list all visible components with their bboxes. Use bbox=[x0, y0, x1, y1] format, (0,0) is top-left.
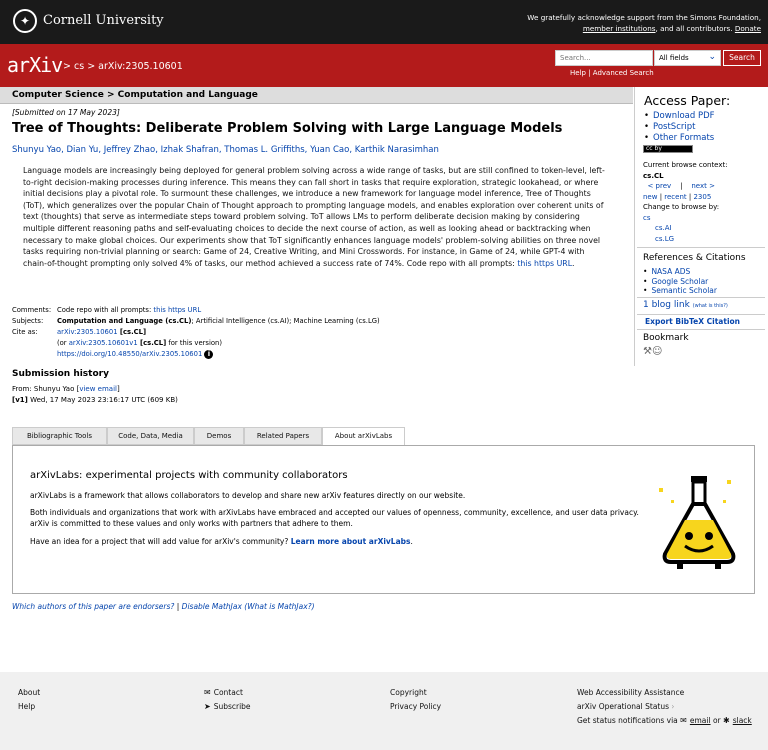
semantic-scholar-link[interactable]: Semantic Scholar bbox=[651, 286, 717, 295]
history-from: From: Shunyu Yao [ bbox=[12, 385, 80, 393]
envelope-icon: ✉ bbox=[204, 688, 211, 697]
cornell-university-link[interactable]: Cornell University bbox=[43, 13, 164, 28]
other-subjects: ; Artificial Intelligence (cs.AI); Machine Learning (cs.LG) bbox=[191, 317, 380, 325]
labs-paragraph: arXivLabs is a framework that allows collaborators to develop and share new arXiv features directly on our website. bbox=[30, 491, 466, 500]
arxiv-logo[interactable] bbox=[7, 53, 62, 77]
search-field-select[interactable] bbox=[654, 50, 721, 66]
labs-title: arXivLabs: experimental projects with community collaborators bbox=[30, 470, 348, 481]
tab-about-arxivlabs[interactable]: About arXivLabs bbox=[322, 427, 405, 446]
access-paper-title: Access Paper: bbox=[644, 93, 731, 108]
abstract bbox=[23, 165, 610, 269]
crumb-paper-id: arXiv:2305.10601 bbox=[98, 61, 183, 72]
tab-bibliographic-tools[interactable]: Bibliographic Tools bbox=[12, 427, 107, 445]
download-pdf-link[interactable]: Download PDF bbox=[653, 111, 715, 121]
field-select-value: All fields bbox=[659, 54, 689, 62]
author-link[interactable]: Yuan Cao bbox=[310, 145, 350, 155]
notify-email-link[interactable]: email bbox=[689, 716, 711, 725]
access-list bbox=[644, 111, 715, 144]
view-email-link[interactable]: view email bbox=[79, 385, 117, 393]
history-from-end: ] bbox=[116, 385, 120, 393]
crumb-sep: > bbox=[63, 61, 74, 72]
footer-privacy-link[interactable]: Privacy Policy bbox=[390, 702, 442, 711]
abstract-code-link[interactable]: this https URL bbox=[517, 258, 573, 268]
search-button[interactable]: Search bbox=[723, 50, 761, 66]
submission-history-title: Submission history bbox=[12, 369, 109, 379]
help-link[interactable]: Help bbox=[570, 69, 586, 77]
export-bibtex-link[interactable]: Export BibTeX Citation bbox=[645, 317, 741, 326]
arxiv-header bbox=[0, 44, 768, 87]
cite-or: (or bbox=[57, 339, 69, 347]
cite-v1-category: [cs.CL] bbox=[137, 339, 167, 347]
submitted-date: [Submitted on 17 May 2023] bbox=[12, 108, 120, 117]
browse-context: Current browse context: cs.CL < prev | next > new | recent | 2305 Change to browse by: cs cs.AI cs.LG bbox=[643, 161, 728, 243]
info-icon[interactable]: i bbox=[204, 350, 213, 359]
member-institutions-link[interactable]: member institutions bbox=[582, 24, 656, 33]
reddit-icon[interactable]: ☺ bbox=[651, 346, 663, 357]
support-mid: , and all contributors. bbox=[655, 24, 733, 33]
browse-context-value: cs.CL bbox=[643, 171, 664, 180]
cornell-topbar bbox=[0, 0, 768, 44]
footer-about-link[interactable]: About bbox=[18, 688, 41, 697]
slack-icon: ✱ bbox=[723, 716, 730, 725]
envelope-icon: ✉ bbox=[680, 716, 687, 725]
learn-more-labs-link[interactable]: Learn more about arXivLabs bbox=[290, 537, 411, 546]
browse-cs-link[interactable]: cs bbox=[643, 213, 651, 222]
browse-context-label: Current browse context: bbox=[643, 161, 728, 169]
endorsers-link[interactable]: Which authors of this paper are endorsers? bbox=[12, 602, 175, 611]
author-link[interactable]: Jeffrey Zhao bbox=[103, 145, 156, 155]
author-link[interactable]: Izhak Shafran bbox=[160, 145, 219, 155]
chevron-down-icon: ⌄ bbox=[708, 52, 716, 62]
change-browse-label: Change to browse by: bbox=[643, 203, 720, 211]
references-title: References & Citations bbox=[643, 253, 746, 263]
chevron-right-icon: › bbox=[671, 702, 675, 711]
breadcrumb bbox=[63, 61, 183, 72]
crumb-sep: > bbox=[84, 61, 99, 72]
comments-label: Comments: bbox=[12, 306, 52, 314]
endorsers-sep: | bbox=[174, 602, 182, 611]
browse-cs-lg-link[interactable]: cs.LG bbox=[655, 234, 675, 243]
other-formats-link[interactable]: Other Formats bbox=[653, 133, 715, 143]
search-input[interactable] bbox=[555, 50, 653, 66]
advanced-search-link[interactable]: Advanced Search bbox=[592, 69, 654, 77]
date-link[interactable]: 2305 bbox=[693, 192, 712, 201]
nasa-ads-link[interactable]: NASA ADS bbox=[651, 267, 691, 276]
divider bbox=[637, 329, 765, 330]
version-text: Wed, 17 May 2023 23:16:17 UTC (609 KB) bbox=[27, 396, 178, 404]
postscript-link[interactable]: PostScript bbox=[653, 122, 696, 132]
endorsers-line bbox=[12, 602, 315, 611]
author-link[interactable]: Shunyu Yao bbox=[12, 145, 62, 155]
primary-subject: Computation and Language (cs.CL) bbox=[57, 317, 192, 325]
notify-or: or bbox=[710, 716, 724, 725]
labs-p3-end: . bbox=[410, 537, 413, 546]
blog-link[interactable]: 1 blog link bbox=[643, 300, 690, 310]
footer bbox=[0, 672, 768, 750]
help-links bbox=[570, 69, 654, 77]
paper-title: Tree of Thoughts: Deliberate Problem Solving with Large Language Models bbox=[12, 121, 563, 136]
cite-label: Cite as: bbox=[12, 328, 38, 336]
author-link[interactable]: Thomas L. Griffiths bbox=[224, 145, 305, 155]
version-label: [v1] bbox=[12, 396, 28, 404]
labs-paragraph: Both individuals and organizations that work with arXivLabs have embraced and accepted our values of openness, community, excellence, and user data privacy. arXiv is committed to these values and only works with partners that adhere to them. bbox=[30, 508, 639, 528]
bibsonomy-icon[interactable]: ⚒ bbox=[643, 346, 652, 357]
abstract-text: Language models are increasingly being deployed for general problem solving across a wide range of tasks, but are still confined to token-level, left-to-right decision-making processes during inference. This means they can fall short in tasks that require exploration, strategic lookahead, or where initial decisions play a pivotal role. To surmount these challenges, we introduce a new framework for language model inference, Tree of Thoughts (ToT), which generalizes over the popular Chain of Thought approach to prompting language models, and enables exploration over coherent units of text (thoughts) that serve as intermediate steps toward problem solving. ToT allows LMs to perform deliberate decision making by considering multiple different reasoning paths and self-evaluating choices to decide the next course of action, as well as looking ahead or backtracking when necessary to make global choices. Our experiments show that ToT significantly enhances language models' problem-solving abilities on three novel tasks requiring non-trivial planning or search: Game of 24, Creative Writing, and Mini Crosswords. For instance, in Game of 24, while GPT-4 with chain-of-thought prompting only solved 4% of tasks, our method achieved a success rate of 74%. Code repo with all prompts: bbox=[23, 166, 605, 268]
notify-slack-link[interactable]: slack bbox=[732, 716, 752, 725]
license-text: cc by bbox=[646, 145, 662, 152]
prev-link[interactable]: < prev bbox=[647, 182, 672, 190]
footer-contact-link[interactable]: Contact bbox=[213, 688, 243, 697]
divider bbox=[637, 247, 765, 248]
labs-p3-text: Have an idea for a project that will add value for arXiv's community? bbox=[30, 537, 291, 546]
browse-cs-ai-link[interactable]: cs.AI bbox=[655, 224, 672, 232]
tab-demos[interactable]: Demos bbox=[194, 427, 244, 445]
footer-status-link[interactable]: arXiv Operational Status bbox=[577, 702, 670, 711]
cc-license-badge[interactable] bbox=[643, 145, 693, 153]
paper-plane-icon: ➤ bbox=[204, 702, 211, 711]
support-acknowledgement bbox=[527, 12, 761, 34]
bookmark-icons bbox=[643, 346, 662, 357]
arxiv-logo-text: arXiv bbox=[7, 53, 63, 77]
subject-heading: Computer Science > Computation and Language bbox=[12, 90, 258, 100]
recent-link[interactable]: recent bbox=[664, 192, 687, 201]
tab-related-papers[interactable]: Related Papers bbox=[244, 427, 322, 445]
labs-paragraph bbox=[30, 537, 650, 546]
google-scholar-link[interactable]: Google Scholar bbox=[651, 276, 709, 286]
tab-code-data-media[interactable]: Code, Data, Media bbox=[107, 427, 194, 445]
help-sep: | bbox=[585, 69, 593, 77]
abstract-end: . bbox=[572, 258, 575, 268]
crumb-cs-link[interactable]: cs bbox=[73, 61, 85, 72]
subjects-label: Subjects: bbox=[12, 317, 44, 325]
references-list bbox=[643, 267, 717, 296]
blog-what-link[interactable]: (what is this?) bbox=[692, 303, 728, 309]
disable-mathjax-link[interactable]: Disable MathJax bbox=[181, 602, 242, 611]
notify-label: Get status notifications via bbox=[577, 716, 678, 725]
next-link[interactable]: next > bbox=[691, 182, 715, 190]
arxivlabs-flask-icon bbox=[657, 470, 741, 570]
footer-copyright-link[interactable]: Copyright bbox=[390, 688, 427, 697]
cite-category: [cs.CL] bbox=[117, 328, 147, 336]
author-link[interactable]: Dian Yu bbox=[66, 145, 99, 155]
extra-services-sidebar bbox=[634, 87, 768, 366]
nav-sep: | bbox=[680, 182, 683, 190]
cite-v1-end: for this version) bbox=[166, 339, 222, 347]
metatable bbox=[12, 305, 380, 360]
divider bbox=[637, 314, 765, 315]
author-link[interactable]: Karthik Narasimhan bbox=[354, 145, 439, 155]
divider bbox=[637, 297, 765, 298]
authors-list: Shunyu Yao, Dian Yu, Jeffrey Zhao, Izhak Shafran, Thomas L. Griffiths, Yuan Cao, Karthik Narasimhan bbox=[12, 145, 439, 155]
submission-history bbox=[12, 384, 178, 406]
subject-bar bbox=[0, 87, 633, 104]
cite-id-link[interactable]: arXiv:2305.10601 bbox=[57, 328, 118, 336]
cite-v1-link[interactable]: arXiv:2305.10601v1 bbox=[68, 339, 138, 347]
donate-link[interactable]: Donate bbox=[734, 24, 761, 33]
footer-subscribe-link[interactable]: Subscribe bbox=[213, 702, 251, 711]
doi-link[interactable]: https://doi.org/10.48550/arXiv.2305.10601 bbox=[57, 350, 203, 358]
footer-accessibility-link[interactable]: Web Accessibility Assistance bbox=[577, 688, 685, 697]
bookmark-title: Bookmark bbox=[643, 333, 689, 343]
cornell-seal-icon[interactable]: ✦ bbox=[13, 9, 37, 33]
comments-text: Code repo with all prompts: bbox=[57, 306, 154, 314]
comments-link[interactable]: this https URL bbox=[153, 306, 202, 314]
arxivlabs-panel bbox=[12, 445, 755, 594]
what-is-mathjax-link[interactable]: (What is MathJax?) bbox=[244, 602, 315, 611]
new-link[interactable]: new bbox=[643, 192, 658, 201]
footer-help-link[interactable]: Help bbox=[18, 702, 36, 711]
support-line1: We gratefully acknowledge support from the Simons Foundation, bbox=[527, 13, 761, 22]
